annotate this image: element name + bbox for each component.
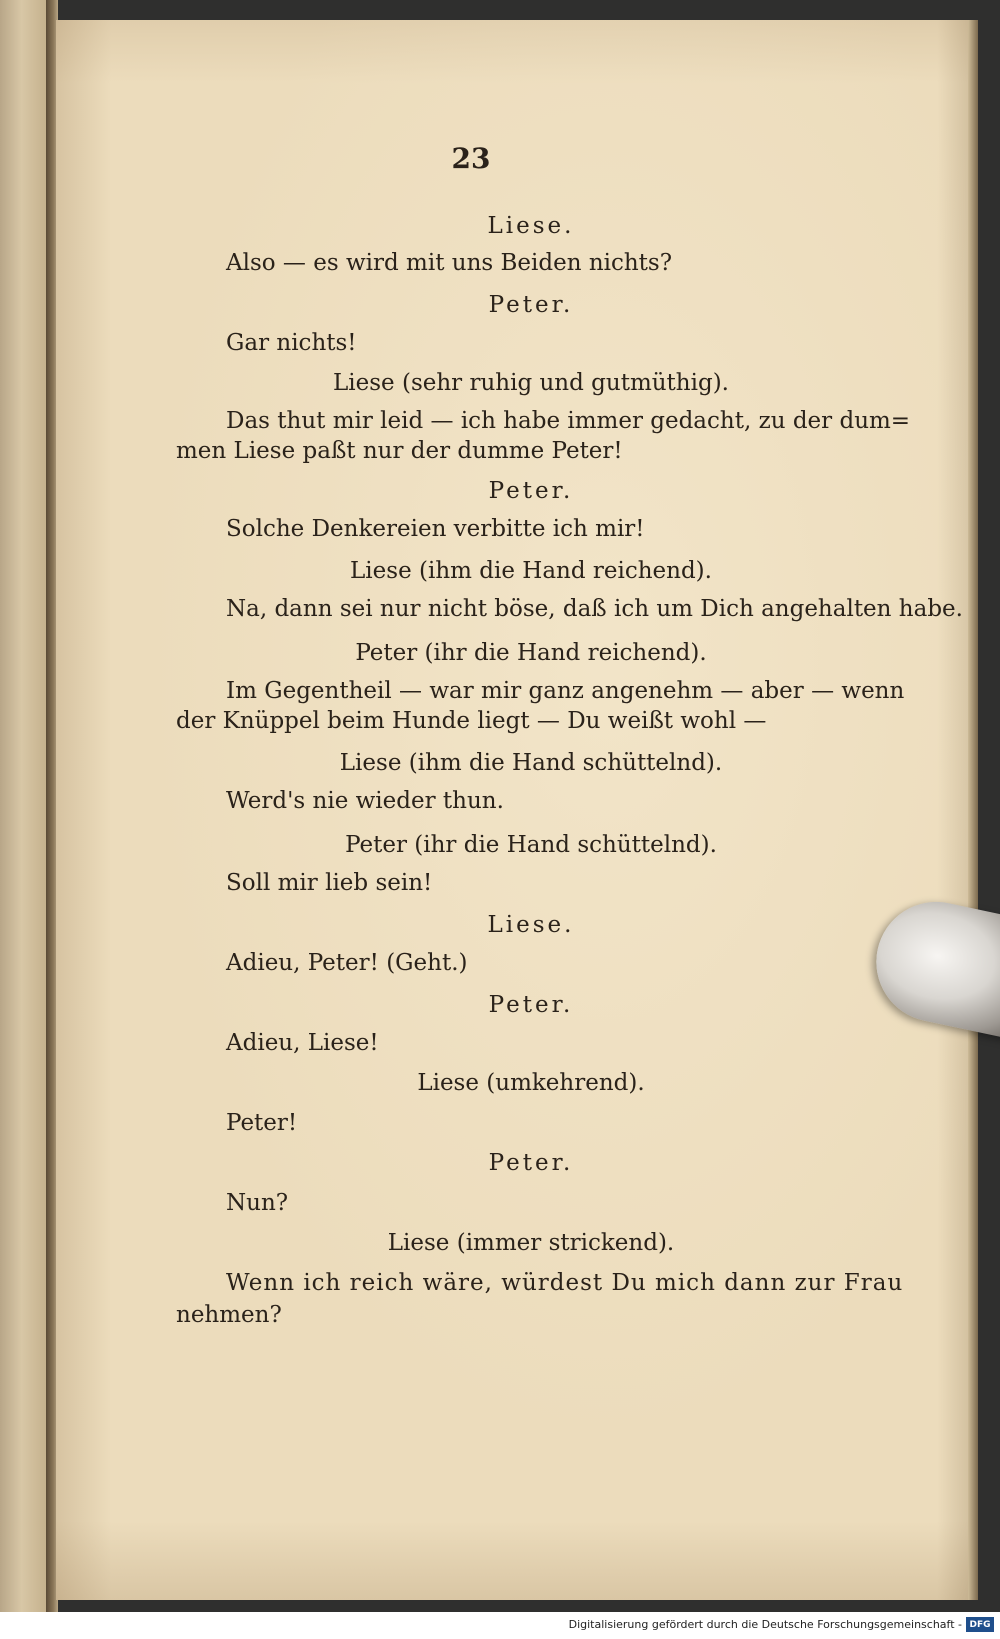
- page-edge-shadow: [968, 20, 978, 1600]
- dialogue-line: Also — es wird mit uns Beiden nichts?: [226, 250, 673, 276]
- dialogue-line: Peter!: [226, 1110, 298, 1136]
- speaker-heading: Liese (ihm die Hand schüttelnd).: [339, 750, 723, 776]
- speaker-heading: Peter.: [488, 292, 574, 318]
- speaker-heading: Peter (ihr die Hand reichend).: [355, 640, 707, 666]
- dfg-logo-icon: DFG: [966, 1617, 994, 1632]
- dialogue-line: men Liese paßt nur der dumme Peter!: [176, 438, 623, 464]
- dialogue-line: Adieu, Peter! (Geht.): [226, 950, 468, 976]
- speaker-heading: Liese (umkehrend).: [417, 1070, 645, 1096]
- page-number: 23: [451, 142, 491, 175]
- speaker-heading: Liese.: [487, 912, 575, 938]
- dialogue-line: Soll mir lieb sein!: [226, 870, 433, 896]
- dialogue-line: Wenn ich reich wäre, würdest Du mich dann zur Frau: [226, 1270, 904, 1296]
- speaker-heading: Liese (ihm die Hand reichend).: [350, 558, 712, 584]
- dialogue-line: Gar nichts!: [226, 330, 357, 356]
- dialogue-line: Adieu, Liese!: [226, 1030, 379, 1056]
- speaker-heading: Liese (immer strickend).: [387, 1230, 675, 1256]
- speaker-heading: Peter.: [488, 478, 574, 504]
- speaker-heading: Peter.: [488, 992, 574, 1018]
- dialogue-line: Na, dann sei nur nicht böse, daß ich um Dich angehalten habe.: [226, 596, 963, 622]
- speaker-heading: Liese.: [487, 213, 575, 239]
- dialogue-line: der Knüppel beim Hunde liegt — Du weißt wohl —: [176, 708, 767, 734]
- dialogue-line: Im Gegentheil — war mir ganz angenehm — aber — wenn: [226, 678, 905, 704]
- dialogue-line: Das thut mir leid — ich habe immer gedacht, zu der dum=: [226, 408, 911, 434]
- speaker-heading: Peter.: [488, 1150, 574, 1176]
- dialogue-line: nehmen?: [176, 1302, 282, 1328]
- book-page: [56, 20, 974, 1600]
- previous-page-edge: [0, 0, 48, 1612]
- funding-credit: Digitalisierung gefördert durch die Deutsche Forschungsgemeinschaft -: [568, 1618, 962, 1631]
- dialogue-line: Werd's nie wieder thun.: [226, 788, 504, 814]
- speaker-heading: Peter (ihr die Hand schüttelnd).: [345, 832, 717, 858]
- dialogue-line: Solche Denkereien verbitte ich mir!: [226, 516, 645, 542]
- dialogue-line: Nun?: [226, 1190, 289, 1216]
- footer-bar: [0, 1612, 1000, 1639]
- speaker-heading: Liese (sehr ruhig und gutmüthig).: [333, 370, 729, 396]
